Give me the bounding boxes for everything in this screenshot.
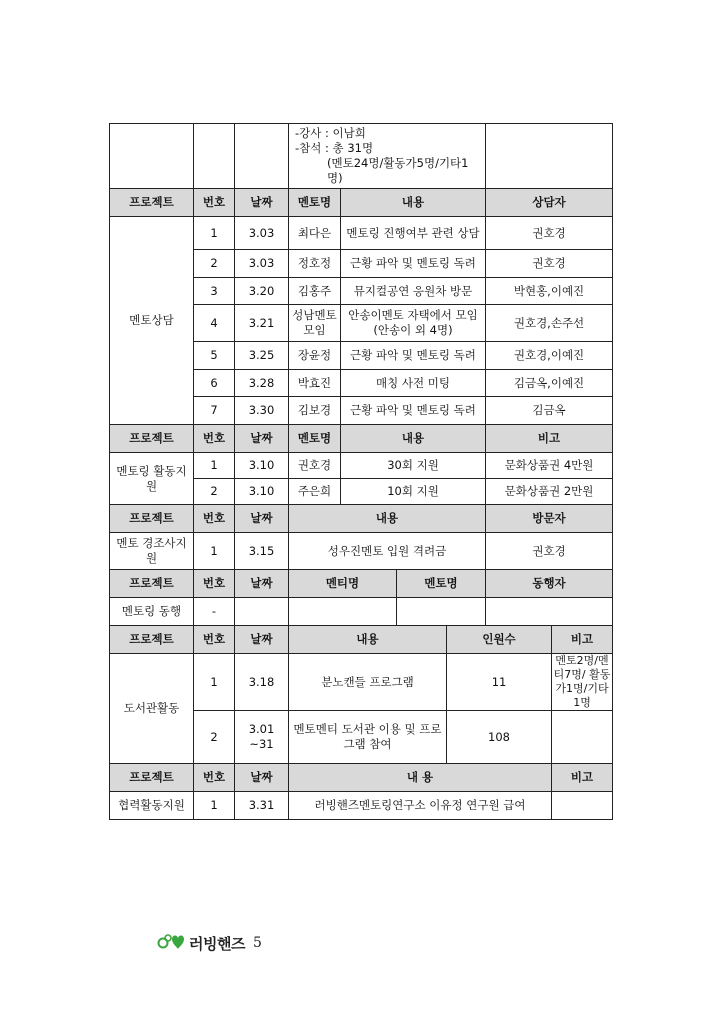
- header-row: 프로젝트 번호 날짜 내 용 비고: [110, 764, 613, 792]
- table-row: 멘토 경조사지원 1 3.15 성우진멘토 입원 격려금 권호경: [110, 533, 613, 570]
- table-row: 2 3.01 ~31 멘토멘티 도서관 이용 및 프로그램 참여 108: [110, 711, 613, 764]
- header-mentor: 멘토명: [289, 189, 341, 217]
- header-number: 번호: [194, 189, 235, 217]
- lecture-notes: -강사 : 이남희 -참석 : 총 31명 (멘토24명/활동가5명/기타1명): [289, 124, 486, 189]
- table-row: 5 3.25 장윤정 근황 파악 및 멘토링 독려 권호경,이예진: [110, 342, 613, 370]
- page-number: 5: [252, 935, 262, 951]
- table-row: 6 3.28 박효진 매칭 사전 미팅 김금옥,이예진: [110, 370, 613, 397]
- header-counselor: 상담자: [486, 189, 613, 217]
- activity-report-table: [109, 123, 613, 820]
- heart-hands-logo-icon: [157, 931, 185, 955]
- header-row: 프로젝트 번호 날짜 내용 인원수 비고: [110, 626, 613, 654]
- table-row: 멘토링 활동지원 1 3.10 권호경 30회 지원 문화상품권 4만원: [110, 453, 613, 479]
- project-cell: 멘토상담: [110, 217, 194, 425]
- project-cell: 협력활동지원: [110, 792, 194, 820]
- table-row: 2 3.10 주은희 10회 지원 문화상품권 2만원: [110, 479, 613, 505]
- table-row: 멘토상담 1 3.03 최다은 멘토링 진행여부 관련 상담 권호경: [110, 217, 613, 250]
- table-row: 3 3.20 김홍주 뮤지컬공연 응원차 방문 박현홍,이예진: [110, 278, 613, 305]
- header-project: 프로젝트: [110, 189, 194, 217]
- header-date: 날짜: [235, 189, 289, 217]
- table-row: 4 3.21 성남멘토 모임 안송이멘토 자택에서 모임 (안송이 외 4명) 권호경,손주선: [110, 305, 613, 342]
- header-content: 내용: [341, 189, 486, 217]
- header-row: 프로젝트 번호 날짜 멘티명 멘토명 동행자: [110, 570, 613, 598]
- project-cell: 멘토링 동행: [110, 598, 194, 626]
- table-row: 7 3.30 김보경 근황 파악 및 멘토링 독려 김금옥: [110, 397, 613, 425]
- table-row: 협력활동지원 1 3.31 러빙핸즈멘토링연구소 이유정 연구원 급여: [110, 792, 613, 820]
- header-row: 프로젝트 번호 날짜 내용 방문자: [110, 505, 613, 533]
- brand-name: 러빙핸즈: [189, 934, 245, 953]
- table-row: 도서관활동 1 3.18 분노캔들 프로그램 11 멘토2명/멘티7명/ 활동가1명/기타1명: [110, 654, 613, 711]
- header-row: 프로젝트 번호 날짜 멘토명 내용 비고: [110, 425, 613, 453]
- page-footer: [157, 931, 262, 955]
- top-note-row: [110, 124, 613, 189]
- header-row: [110, 189, 613, 217]
- table-row: 2 3.03 정호정 근황 파악 및 멘토링 독려 권호경: [110, 250, 613, 278]
- project-cell: 멘토 경조사지원: [110, 533, 194, 570]
- project-cell: 도서관활동: [110, 654, 194, 764]
- table-row: 멘토링 동행 -: [110, 598, 613, 626]
- project-cell: 멘토링 활동지원: [110, 453, 194, 505]
